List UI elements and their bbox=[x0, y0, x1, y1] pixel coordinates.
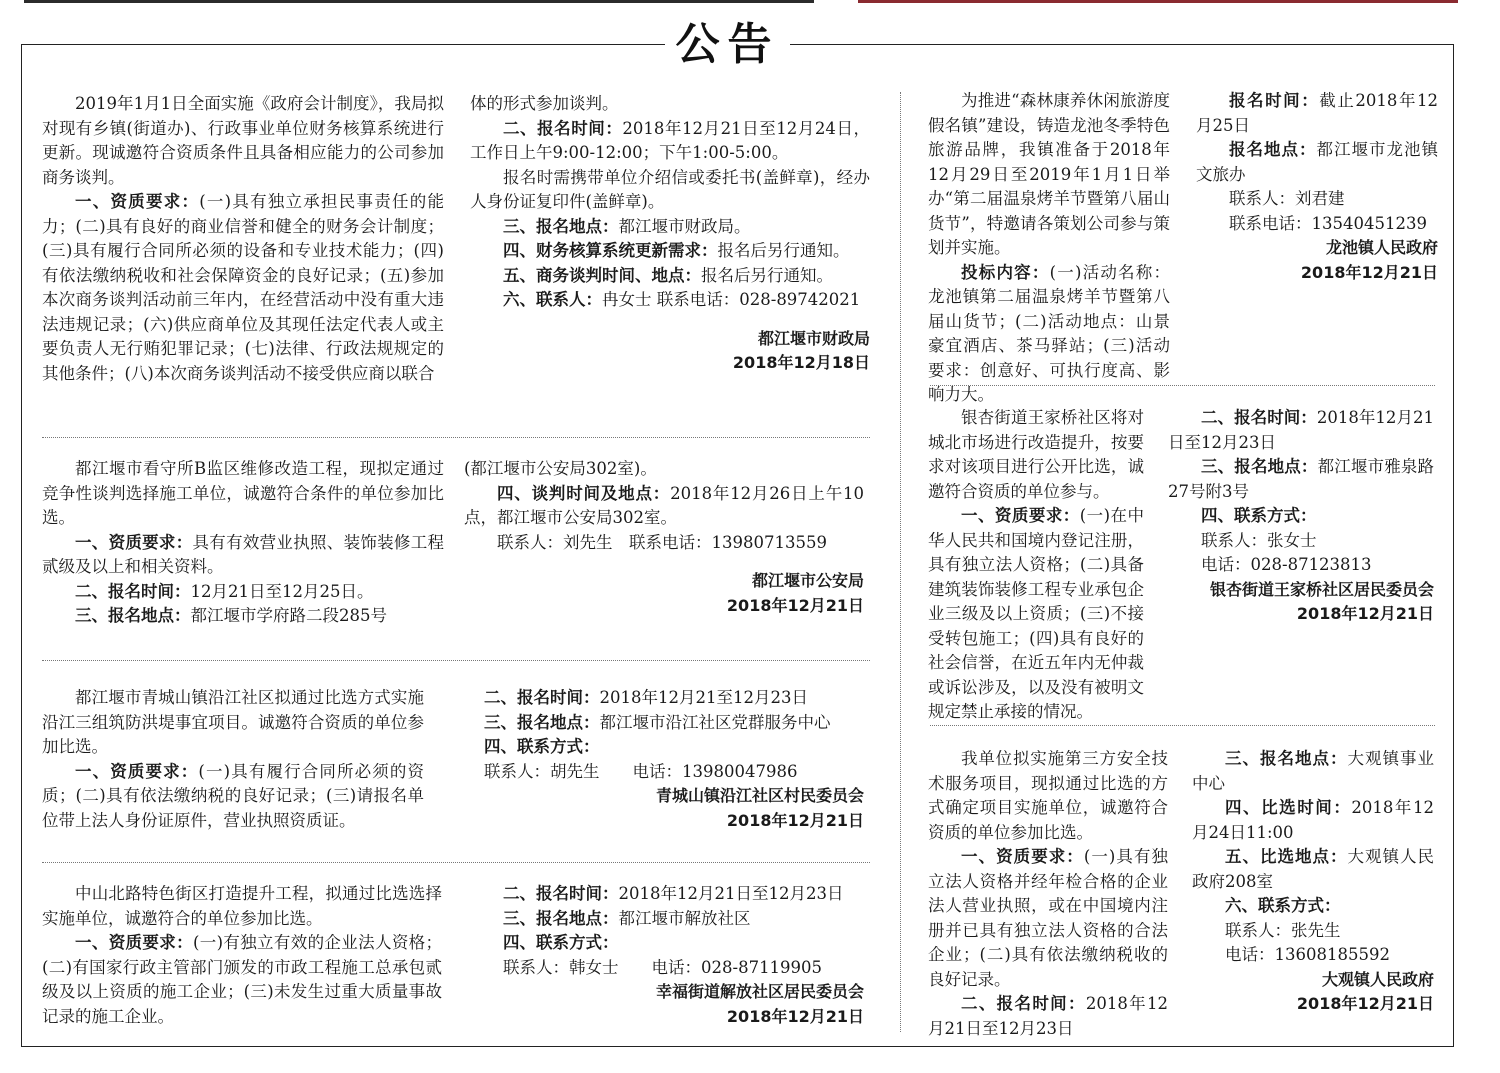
section-heading: 三、报名地点： bbox=[503, 216, 619, 236]
divider-2 bbox=[42, 660, 870, 661]
section-text: 截止2018年12月25日 bbox=[1196, 91, 1438, 135]
notice-org: 银杏街道王家桥社区居民委员会 bbox=[1209, 579, 1434, 599]
section-text: 大观镇事业中心 bbox=[1192, 749, 1434, 793]
notice-col-left bbox=[42, 882, 442, 1029]
section-heading: 五、比选地点： bbox=[1225, 847, 1348, 866]
notice-para bbox=[470, 882, 864, 907]
notice-date: 2018年12月21日 bbox=[1300, 262, 1438, 282]
notice-para bbox=[928, 992, 1168, 1041]
section-heading: 一、资质要求： bbox=[75, 192, 200, 211]
section-text: 都江堰市龙池镇文旅办 bbox=[1196, 140, 1438, 184]
section-heading: 二、报名时间： bbox=[961, 994, 1086, 1013]
section-text: (一)有独立有效的企业法人资格；(二)有国家行政主管部门颁发的市政工程施工总承包贰级及以上资质的施工企业；(三)未发生过重大质量事故记录的施工企业。 bbox=[42, 933, 443, 1026]
section-heading: 二、报名时间： bbox=[484, 688, 600, 707]
notice-para bbox=[928, 261, 1170, 408]
section-text: 冉女士 联系电话：028-89742021 bbox=[602, 290, 861, 309]
contact-line: 联系人：韩女士 电话：028-87119905 bbox=[503, 957, 823, 977]
notice-col-right bbox=[464, 457, 864, 618]
contact-line: 联系电话：13540451239 bbox=[1229, 213, 1427, 233]
page-title: 公告 bbox=[675, 19, 780, 70]
section-text: (一)活动名称：龙池镇第二届温泉烤羊节暨第八届山货节；(二)活动地点：山景豪宜酒店、茶马驿站；(三)活动要求：创意好、可执行度高、影响力大。 bbox=[928, 262, 1170, 404]
notice-col-left bbox=[928, 89, 1170, 408]
contact-line: 联系人：胡先生 电话：13980047986 bbox=[484, 761, 798, 781]
notice-col-right bbox=[1168, 406, 1434, 627]
section-text: 都江堰市解放社区 bbox=[618, 908, 751, 928]
section-heading: 报名时间： bbox=[1229, 91, 1320, 110]
notice-jiefang-community bbox=[42, 882, 870, 1037]
notice-col-left bbox=[42, 686, 424, 833]
notice-para bbox=[928, 845, 1168, 992]
section-heading: 一、资质要求： bbox=[961, 506, 1080, 525]
notice-public-security bbox=[42, 457, 870, 652]
notice-intro: 中山北路特色街区打造提升工程，拟通过比选选择实施单位，诚邀符合的单位参加比选。 bbox=[42, 884, 442, 928]
section-text: 报名时需携带单位介绍信或委托书(盖鲜章)，经办人身份证复印件(盖鲜章)。 bbox=[470, 167, 870, 211]
notice-col-left bbox=[928, 747, 1168, 1041]
notice-org: 幸福街道解放社区居民委员会 bbox=[655, 982, 864, 1001]
section-text: 2018年12月21日至12月23日 bbox=[928, 994, 1168, 1038]
notice-intro: 都江堰市看守所B监区维修改造工程，现拟定通过竞争性谈判选择施工单位，诚邀符合条件的单位参加比选。 bbox=[42, 459, 444, 527]
notice-para bbox=[470, 239, 870, 264]
section-text: 具有有效营业执照、装饰装修工程贰级及以上和相关资料。 bbox=[42, 532, 445, 576]
section-heading: 四、联系方式： bbox=[503, 933, 619, 952]
notice-para bbox=[470, 215, 870, 240]
section-heading: 二、报名时间： bbox=[503, 884, 619, 903]
notice-org: 都江堰市财政局 bbox=[757, 328, 870, 348]
section-text: (都江堰市公安局302室)。 bbox=[464, 459, 657, 478]
notice-col-right bbox=[1196, 89, 1438, 285]
notice-para bbox=[1196, 138, 1438, 187]
section-text: 都江堰市学府路二段285号 bbox=[190, 606, 387, 625]
notice-para bbox=[1168, 455, 1434, 504]
notice-date: 2018年12月21日 bbox=[726, 1006, 864, 1026]
top-rule-right bbox=[858, 0, 1458, 3]
section-heading: 六、联系方式： bbox=[1225, 896, 1341, 915]
section-heading: 一、资质要求： bbox=[961, 847, 1084, 866]
section-heading: 投标内容： bbox=[961, 262, 1050, 282]
section-heading: 一、资质要求： bbox=[75, 532, 193, 552]
section-heading: 三、报名地点： bbox=[1225, 749, 1348, 768]
section-text: 12月21日至12月25日。 bbox=[190, 581, 374, 601]
notice-para bbox=[42, 580, 444, 605]
section-heading: 三、报名地点： bbox=[503, 908, 619, 928]
notice-para bbox=[42, 190, 444, 386]
section-heading: 四、财务核算系统更新需求： bbox=[503, 241, 718, 260]
section-text: 2018年12月26日上午10点，都江堰市公安局302室。 bbox=[464, 483, 865, 527]
notice-para bbox=[42, 604, 444, 629]
section-text: 报名后另行通知。 bbox=[717, 241, 850, 260]
section-text: 2018年12月21日至12月24日，工作日上午9:00-12:00；下午1:00-5:00。 bbox=[470, 118, 871, 162]
section-text: 2018年12月21日至12月23日 bbox=[1168, 408, 1434, 452]
section-heading: 五、商务谈判时间、地点： bbox=[503, 265, 701, 285]
section-heading: 二、报名时间： bbox=[75, 581, 191, 601]
section-text: 都江堰市财政局。 bbox=[618, 216, 751, 236]
notice-para bbox=[42, 760, 424, 834]
section-text: 都江堰市雅泉路27号附3号 bbox=[1168, 457, 1435, 501]
notice-para bbox=[470, 931, 864, 956]
notice-col-right bbox=[484, 686, 864, 833]
section-text: 大观镇人民政府208室 bbox=[1192, 847, 1434, 891]
contact-line: 联系人：刘先生 联系电话：13980713559 bbox=[497, 532, 827, 552]
notice-date: 2018年12月21日 bbox=[1296, 994, 1434, 1013]
notice-daguan-town bbox=[928, 747, 1438, 1042]
top-rule-left bbox=[24, 0, 814, 3]
section-heading: 六、联系人： bbox=[503, 290, 602, 309]
section-text: 报名后另行通知。 bbox=[701, 265, 833, 285]
section-heading: 二、报名时间： bbox=[1201, 408, 1317, 427]
section-heading: 一、资质要求： bbox=[75, 761, 199, 781]
notice-para bbox=[464, 482, 864, 531]
notice-para bbox=[1192, 894, 1434, 919]
notice-para bbox=[470, 907, 864, 932]
section-heading: 三、报名地点： bbox=[1201, 457, 1318, 476]
notice-para bbox=[1168, 406, 1434, 455]
section-text: 2018年12月21日至12月23日 bbox=[618, 884, 844, 903]
notice-intro: 银杏街道王家桥社区将对城北市场进行改造提升，按要求对该项目进行公开比选，诚邀符合资质的单位参与。 bbox=[928, 408, 1144, 501]
notice-para bbox=[470, 288, 870, 313]
section-text: 都江堰市沿江社区党群服务中心 bbox=[599, 712, 831, 732]
notice-intro: 我单位拟实施第三方安全技术服务项目，现拟通过比选的方式确定项目实施单位，诚邀符合资质的单位参加比选。 bbox=[928, 749, 1168, 842]
notice-date: 2018年12月18日 bbox=[732, 353, 870, 372]
section-heading: 二、报名时间： bbox=[503, 118, 623, 138]
notice-col-right bbox=[470, 882, 864, 1029]
contact-line: 联系人：张女士 bbox=[1201, 530, 1317, 550]
column-divider bbox=[900, 92, 901, 1032]
notice-para bbox=[484, 735, 864, 760]
section-heading: 四、谈判时间及地点： bbox=[497, 483, 671, 503]
title-box bbox=[665, 18, 790, 72]
contact-line: 电话：028-87123813 bbox=[1201, 555, 1372, 574]
section-heading: 三、报名地点： bbox=[484, 712, 600, 732]
section-heading: 四、比选时间： bbox=[1225, 798, 1352, 817]
notice-finance-bureau bbox=[42, 92, 870, 432]
section-heading: 三、报名地点： bbox=[75, 606, 191, 625]
notice-intro: 为推进“森林康养休闲旅游度假名镇”建设，铸造龙池冬季特色旅游品牌，我镇准备于2018年12月29日至2019年1月1日举办“第二届温泉烤羊节暨第八届山货节”，特邀请各策划公司参与策划并实施。 bbox=[928, 91, 1170, 257]
divider-5 bbox=[930, 725, 1435, 726]
notice-yanjiang-community bbox=[42, 686, 870, 851]
divider-3 bbox=[42, 862, 870, 863]
section-heading: 报名地点： bbox=[1229, 140, 1317, 159]
section-text: 2018年12月21至12月23日 bbox=[599, 688, 808, 707]
notice-org: 龙池镇人民政府 bbox=[1325, 238, 1438, 257]
section-heading: 四、联系方式： bbox=[1201, 506, 1317, 525]
notice-org: 都江堰市公安局 bbox=[751, 571, 864, 590]
contact-line: 电话：13608185592 bbox=[1225, 945, 1390, 964]
notice-col-right bbox=[1192, 747, 1434, 1017]
notice-col-right bbox=[470, 92, 870, 376]
notice-para bbox=[928, 504, 1144, 725]
notice-para bbox=[1192, 845, 1434, 894]
section-heading: 四、联系方式： bbox=[484, 737, 600, 756]
notice-para bbox=[1196, 89, 1438, 138]
notice-para bbox=[470, 264, 870, 289]
notice-wangjiaqiao-community bbox=[928, 406, 1438, 721]
notice-date: 2018年12月21日 bbox=[726, 810, 864, 830]
divider-1 bbox=[42, 437, 870, 438]
notice-col-left bbox=[928, 406, 1144, 725]
contact-line: 联系人：刘君建 bbox=[1229, 189, 1345, 208]
notice-longchi-town bbox=[928, 89, 1438, 404]
notice-para bbox=[1168, 504, 1434, 529]
section-text: 体的形式参加谈判。 bbox=[470, 94, 619, 113]
notice-para bbox=[42, 531, 444, 580]
contact-line: 联系人：张先生 bbox=[1225, 920, 1341, 940]
section-text: (一)具有独立承担民事责任的能力；(二)具有良好的商业信誉和健全的财务会计制度；(三)具有履行合同所必须的设备和专业技术能力；(四)有依法缴纳税收和社会保障资金的良好记录；(五)参加本次商务谈判活动前三年内，在经营活动中没有重大违法违规记录；(六)供应商单位及其现任法定代表人或主要负责人无行贿犯罪记录；(七)法律、行政法规规定的其他条件；(八)本次商务谈判活动不接受供应商以联合 bbox=[42, 192, 445, 383]
notice-date: 2018年12月21日 bbox=[726, 595, 864, 615]
notice-intro: 都江堰市青城山镇沿江社区拟通过比选方式实施沿江三组筑防洪堤事宜项目。诚邀符合资质的单位参加比选。 bbox=[42, 688, 424, 756]
section-text: (一)在中华人民共和国境内登记注册，具有独立法人资格；(二)具备建筑装饰装修工程专业承包企业三级及以上资质；(三)不接受转包施工；(四)具有良好的社会信誉，在近五年内无仲裁或诉讼涉及，以及没有被明文规定禁止承接的情况。 bbox=[928, 506, 1145, 721]
notice-col-left bbox=[42, 457, 444, 629]
notice-intro: 2019年1月1日全面实施《政府会计制度》，我局拟对现有乡镇(街道办)、行政事业单位财务核算系统进行更新。现诚邀符合资质条件且具备相应能力的公司参加商务谈判。 bbox=[42, 94, 444, 187]
notice-para bbox=[42, 931, 442, 1029]
notice-col-left bbox=[42, 92, 444, 386]
notice-org: 大观镇人民政府 bbox=[1321, 969, 1434, 989]
notice-para bbox=[484, 711, 864, 736]
notice-para bbox=[470, 117, 870, 166]
notice-para bbox=[484, 686, 864, 711]
section-text: (一)具有独立法人资格并经年检合格的企业法人营业执照，或在中国境内注册并已具有独立法人资格的合法企业；(二)具有依法缴纳税收的良好记录。 bbox=[928, 847, 1169, 989]
notice-date: 2018年12月21日 bbox=[1296, 604, 1434, 623]
section-heading: 一、资质要求： bbox=[75, 933, 193, 952]
notice-para bbox=[1192, 796, 1434, 845]
section-text: (一)具有履行合同所必须的资质；(二)具有依法缴纳税的良好记录；(三)请报名单位带上法人身份证原件，营业执照资质证。 bbox=[42, 761, 425, 830]
notice-org: 青城山镇沿江社区村民委员会 bbox=[655, 786, 864, 805]
section-text: 2018年12月24日11:00 bbox=[1192, 798, 1434, 842]
notice-para bbox=[1192, 747, 1434, 796]
